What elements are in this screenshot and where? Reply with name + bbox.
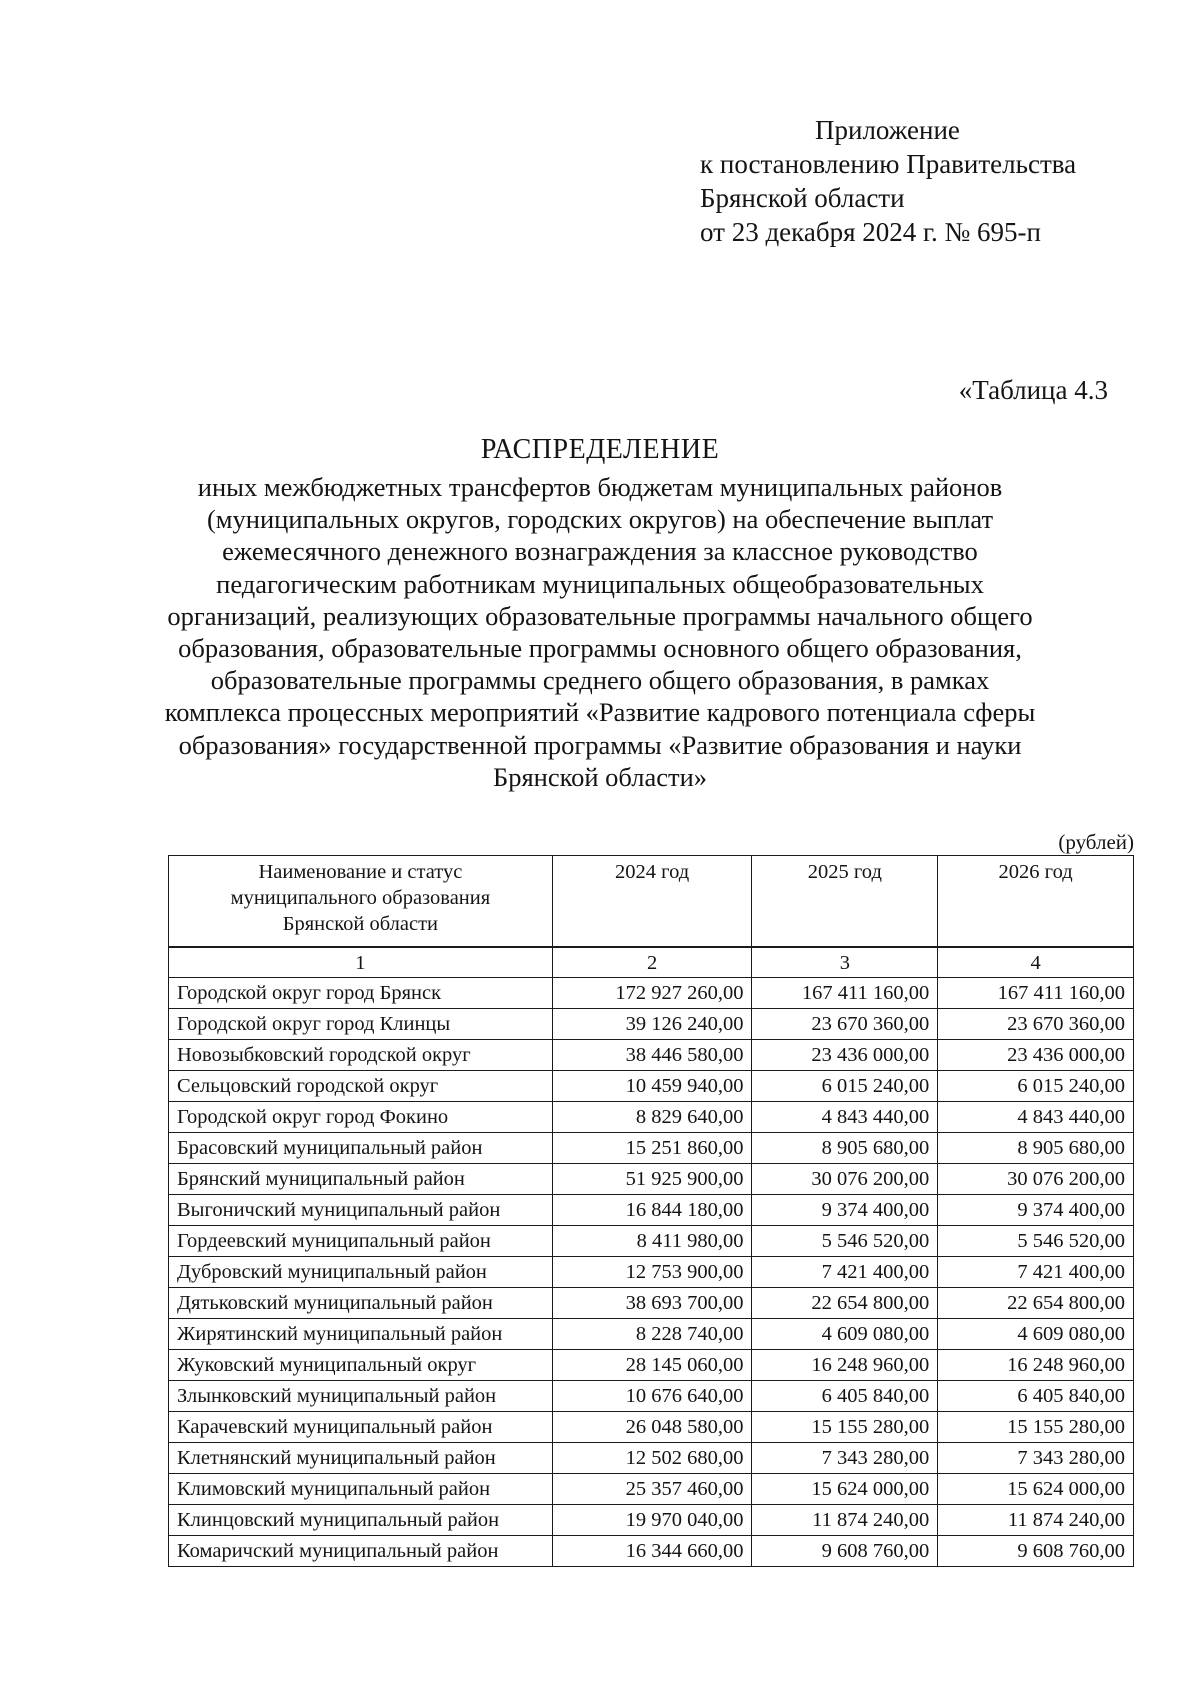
municipality-name-cell: Жуковский муниципальный округ [169, 1350, 553, 1381]
appendix-date-number: от 23 декабря 2024 г. № 695-п [700, 217, 1041, 247]
amount-cell: 26 048 580,00 [552, 1412, 752, 1443]
index-cell: 1 [169, 947, 553, 978]
table-row [169, 1164, 1134, 1195]
index-cell: 3 [752, 947, 938, 978]
amount-cell: 8 905 680,00 [938, 1133, 1134, 1164]
amount-cell: 167 411 160,00 [938, 978, 1134, 1009]
amount-cell: 7 421 400,00 [938, 1257, 1134, 1288]
subtitle-line: организаций, реализующих образовательные программы начального общего [167, 600, 1033, 631]
amount-cell: 25 357 460,00 [552, 1474, 752, 1505]
amount-cell: 15 624 000,00 [752, 1474, 938, 1505]
appendix-region: Брянской области [700, 183, 905, 213]
table-row [169, 978, 1134, 1009]
amount-cell: 16 248 960,00 [938, 1350, 1134, 1381]
table-row [169, 1412, 1134, 1443]
table-row [169, 1350, 1134, 1381]
amount-cell: 5 546 520,00 [752, 1226, 938, 1257]
municipality-name-cell: Городской округ город Клинцы [169, 1009, 553, 1040]
amount-cell: 12 753 900,00 [552, 1257, 752, 1288]
amount-cell: 23 670 360,00 [752, 1009, 938, 1040]
amount-cell: 15 251 860,00 [552, 1133, 752, 1164]
subtitle-line: образования» государственной программы «Развитие образования и науки [178, 729, 1022, 760]
amount-cell: 5 546 520,00 [938, 1226, 1134, 1257]
table-row [169, 1040, 1134, 1071]
index-cell: 2 [552, 947, 752, 978]
subtitle-line: Брянской области» [492, 761, 708, 792]
municipality-name-cell: Жирятинский муниципальный район [169, 1319, 553, 1350]
amount-cell: 23 436 000,00 [938, 1040, 1134, 1071]
amount-cell: 12 502 680,00 [552, 1443, 752, 1474]
subtitle-line: иных межбюджетных трансфертов бюджетам муниципальных районов [197, 472, 1003, 502]
table-reference: «Таблица 4.3 [958, 375, 1108, 405]
subtitle-line: ежемесячного денежного вознаграждения за классное руководство [222, 536, 978, 567]
appendix-title: Приложение [815, 115, 960, 145]
municipality-name-cell: Брасовский муниципальный район [169, 1133, 553, 1164]
amount-cell: 8 228 740,00 [552, 1319, 752, 1350]
currency-unit: (рублей) [1058, 830, 1134, 854]
amount-cell: 16 248 960,00 [752, 1350, 938, 1381]
amount-cell: 15 624 000,00 [938, 1474, 1134, 1505]
table-row [169, 1226, 1134, 1257]
table-index-row [169, 947, 1134, 978]
header-name: Наименование и статус муниципального образования Брянской области [169, 856, 553, 948]
amount-cell: 9 608 760,00 [752, 1536, 938, 1567]
header-2025: 2025 год [752, 856, 938, 948]
appendix-decree: к постановлению Правительства [700, 149, 1077, 179]
amount-cell: 39 126 240,00 [552, 1009, 752, 1040]
table-row [169, 1381, 1134, 1412]
amount-cell: 38 693 700,00 [552, 1288, 752, 1319]
amount-cell: 10 459 940,00 [552, 1071, 752, 1102]
amount-cell: 15 155 280,00 [938, 1412, 1134, 1443]
table-row [169, 1257, 1134, 1288]
table-row [169, 1071, 1134, 1102]
index-cell: 4 [938, 947, 1134, 978]
amount-cell: 30 076 200,00 [938, 1164, 1134, 1195]
amount-cell: 38 446 580,00 [552, 1040, 752, 1071]
table-row [169, 1195, 1134, 1226]
amount-cell: 6 015 240,00 [752, 1071, 938, 1102]
appendix-block [700, 113, 1076, 249]
amount-cell: 11 874 240,00 [938, 1505, 1134, 1536]
table-row [169, 1443, 1134, 1474]
amount-cell: 167 411 160,00 [752, 978, 938, 1009]
amount-cell: 4 843 440,00 [752, 1102, 938, 1133]
table-row [169, 1505, 1134, 1536]
subtitle-line: образования, образовательные программы основного общего образования, [178, 633, 1022, 664]
amount-cell: 9 374 400,00 [752, 1195, 938, 1226]
table-row [169, 1133, 1134, 1164]
municipality-name-cell: Комаричский муниципальный район [169, 1536, 553, 1567]
amount-cell: 16 844 180,00 [552, 1195, 752, 1226]
municipality-name-cell: Брянский муниципальный район [169, 1164, 553, 1195]
amount-cell: 4 609 080,00 [752, 1319, 938, 1350]
amount-cell: 22 654 800,00 [938, 1288, 1134, 1319]
amount-cell: 15 155 280,00 [752, 1412, 938, 1443]
amount-cell: 10 676 640,00 [552, 1381, 752, 1412]
municipality-name-cell: Дятьковский муниципальный район [169, 1288, 553, 1319]
subtitle-line: образовательные программы среднего общего образования, в рамках [210, 665, 990, 696]
amount-cell: 6 405 840,00 [938, 1381, 1134, 1412]
municipality-name-cell: Новозыбковский городской округ [169, 1040, 553, 1071]
amount-cell: 6 405 840,00 [752, 1381, 938, 1412]
amount-cell: 4 609 080,00 [938, 1319, 1134, 1350]
amount-cell: 16 344 660,00 [552, 1536, 752, 1567]
table-row [169, 1536, 1134, 1567]
municipality-name-cell: Клинцовский муниципальный район [169, 1505, 553, 1536]
document-title: РАСПРЕДЕЛЕНИЕ [480, 434, 720, 465]
municipality-name-cell: Клетнянский муниципальный район [169, 1443, 553, 1474]
municipality-name-cell: Сельцовский городской округ [169, 1071, 553, 1102]
amount-cell: 172 927 260,00 [552, 978, 752, 1009]
municipality-name-cell: Карачевский муниципальный район [169, 1412, 553, 1443]
amount-cell: 7 343 280,00 [938, 1443, 1134, 1474]
amount-cell: 28 145 060,00 [552, 1350, 752, 1381]
amount-cell: 6 015 240,00 [938, 1071, 1134, 1102]
subtitle-line: (муниципальных округов, городских округов) на обеспечение выплат [206, 504, 994, 535]
table-row [169, 1009, 1134, 1040]
amount-cell: 22 654 800,00 [752, 1288, 938, 1319]
amount-cell: 4 843 440,00 [938, 1102, 1134, 1133]
table-header-row [169, 856, 1134, 948]
amount-cell: 7 421 400,00 [752, 1257, 938, 1288]
distribution-table [168, 855, 1134, 1567]
amount-cell: 30 076 200,00 [752, 1164, 938, 1195]
table-row [169, 1288, 1134, 1319]
amount-cell: 19 970 040,00 [552, 1505, 752, 1536]
document-subtitle [150, 471, 1050, 793]
amount-cell: 8 905 680,00 [752, 1133, 938, 1164]
amount-cell: 9 374 400,00 [938, 1195, 1134, 1226]
amount-cell: 23 670 360,00 [938, 1009, 1134, 1040]
header-2026: 2026 год [938, 856, 1134, 948]
table-row [169, 1102, 1134, 1133]
table-row [169, 1474, 1134, 1505]
subtitle-line: педагогическим работникам муниципальных общеобразовательных [216, 568, 984, 599]
municipality-name-cell: Гордеевский муниципальный район [169, 1226, 553, 1257]
amount-cell: 8 829 640,00 [552, 1102, 752, 1133]
municipality-name-cell: Городской округ город Фокино [169, 1102, 553, 1133]
amount-cell: 11 874 240,00 [752, 1505, 938, 1536]
amount-cell: 8 411 980,00 [552, 1226, 752, 1257]
amount-cell: 23 436 000,00 [752, 1040, 938, 1071]
subtitle-line: комплекса процессных мероприятий «Развитие кадрового потенциала сферы [164, 697, 1036, 728]
amount-cell: 7 343 280,00 [752, 1443, 938, 1474]
municipality-name-cell: Выгоничский муниципальный район [169, 1195, 553, 1226]
amount-cell: 51 925 900,00 [552, 1164, 752, 1195]
table-row [169, 1319, 1134, 1350]
municipality-name-cell: Городской округ город Брянск [169, 978, 553, 1009]
header-2024: 2024 год [552, 856, 752, 948]
municipality-name-cell: Дубровский муниципальный район [169, 1257, 553, 1288]
municipality-name-cell: Злынковский муниципальный район [169, 1381, 553, 1412]
municipality-name-cell: Климовский муниципальный район [169, 1474, 553, 1505]
amount-cell: 9 608 760,00 [938, 1536, 1134, 1567]
